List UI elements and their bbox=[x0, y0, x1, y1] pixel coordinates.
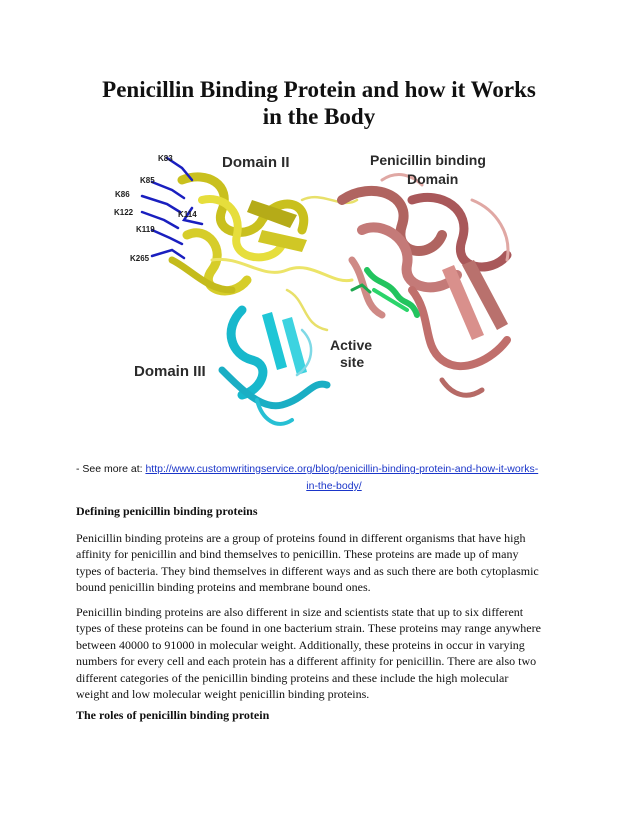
paragraph-line: between 40000 to 91000 in molecular weight. Additionally, these proteins in occur in varying bbox=[76, 637, 525, 652]
residue-label-k83: K83 bbox=[158, 154, 173, 163]
title-line-2: in the Body bbox=[262, 104, 376, 129]
paragraph-line: bound penicillin binding proteins and membrane bound ones. bbox=[76, 580, 371, 595]
paragraph-line: types of these proteins can be found in one bacterium strain. These proteins may range anywhere bbox=[76, 621, 541, 636]
see-more-line bbox=[76, 461, 572, 495]
active-site-label-line-2: site bbox=[340, 354, 365, 370]
active-site-label-line-1: Active bbox=[330, 337, 373, 353]
protein-ribbon-image bbox=[112, 140, 532, 458]
paragraph-line: types of bacteria. They bind themselves in different ways and as such there are both cytoplasmic bbox=[76, 563, 539, 578]
paragraph-line: different categories of the penicillin binding proteins and these include the high molecular bbox=[76, 670, 509, 685]
source-link[interactable]: http://www.customwritingservice.org/blog/penicillin-binding-protein-and-how-it-works- bbox=[145, 463, 539, 475]
page-title bbox=[40, 76, 598, 130]
residue-label-k122: K122 bbox=[114, 208, 134, 217]
domain-iii-label: Domain III bbox=[134, 363, 206, 380]
title-line-1: Penicillin Binding Protein and how it Works bbox=[102, 77, 536, 102]
see-more-prefix: - See more at: bbox=[76, 463, 146, 475]
residue-label-k114: K114 bbox=[178, 210, 197, 219]
paragraph-1 bbox=[76, 530, 568, 596]
domain-iii-ribbons bbox=[222, 310, 327, 424]
penicillin-binding-domain-ribbons bbox=[342, 175, 508, 396]
pb-domain-label-line-1: Penicillin binding bbox=[370, 152, 486, 168]
pb-domain-label-line-2: Domain bbox=[407, 171, 459, 187]
residue-label-k265: K265 bbox=[130, 254, 150, 263]
protein-structure-figure bbox=[112, 140, 532, 458]
residue-label-k86: K86 bbox=[115, 190, 130, 199]
paragraph-line: weight and low molecular weight penicillin binding proteins. bbox=[76, 687, 370, 702]
paragraph-2 bbox=[76, 604, 568, 702]
domain-ii-ribbons bbox=[172, 177, 357, 330]
paragraph-line: Penicillin binding proteins are a group of proteins found in different organisms that have high bbox=[76, 531, 526, 545]
source-link-continued[interactable]: in-the-body/ bbox=[306, 480, 362, 492]
residue-label-k85: K85 bbox=[140, 176, 155, 185]
paragraph-line: Penicillin binding proteins are also different in size and scientists state that up to six different bbox=[76, 605, 524, 619]
domain-ii-label: Domain II bbox=[222, 154, 290, 171]
paragraph-line: numbers for every cell and each protein has a different affinity for penicillin. There are also two bbox=[76, 654, 537, 669]
residue-label-k119: K119 bbox=[136, 225, 155, 234]
paragraph-line: affinity for penicillin and bind themselves to penicillin. These proteins are made up of many bbox=[76, 547, 519, 562]
section-heading-defining: Defining penicillin binding proteins bbox=[76, 504, 258, 518]
section-heading-roles: The roles of penicillin binding protein bbox=[76, 708, 270, 722]
